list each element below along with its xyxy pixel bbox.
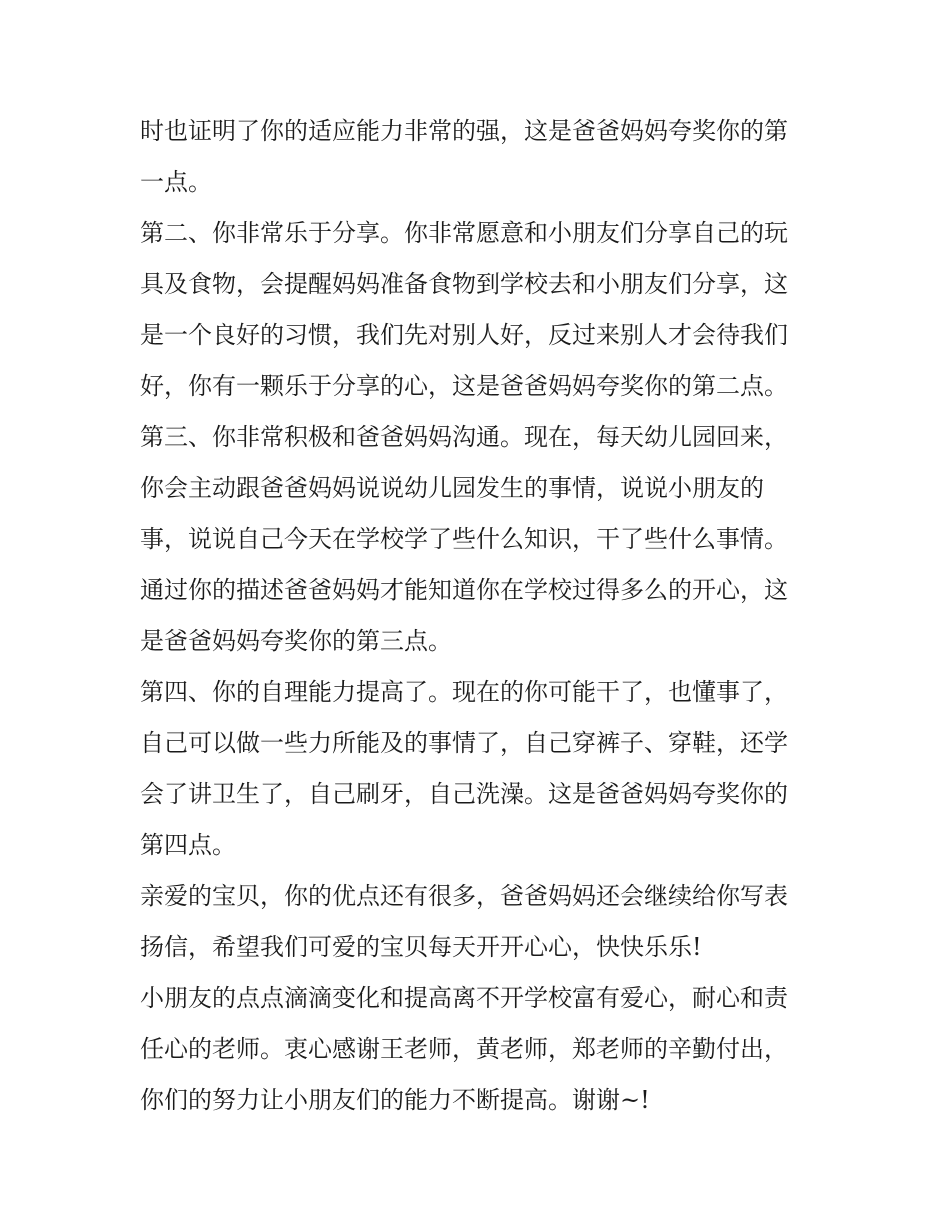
text-line: 任心的老师。衷心感谢王老师，黄老师，郑老师的辛勤付出， bbox=[140, 1035, 788, 1063]
text-line: 会了讲卫生了，自己刷牙，自己洗澡。这是爸爸妈妈夸奖你的 bbox=[140, 780, 788, 808]
text-line: 第四点。 bbox=[140, 831, 236, 859]
text-line: 扬信，希望我们可爱的宝贝每天开开心心，快快乐乐! bbox=[140, 933, 702, 961]
text-line: 第三、你非常积极和爸爸妈妈沟通。现在，每天幼儿园回来， bbox=[140, 423, 788, 451]
text-line: 一点。 bbox=[140, 168, 212, 196]
text-line: 是一个良好的习惯，我们先对别人好，反过来别人才会待我们 bbox=[140, 321, 788, 349]
text-line: 第二、你非常乐于分享。你非常愿意和小朋友们分享自己的玩 bbox=[140, 219, 788, 247]
text-line: 时也证明了你的适应能力非常的强，这是爸爸妈妈夸奖你的第 bbox=[140, 117, 788, 145]
text-line: 第四、你的自理能力提高了。现在的你可能干了，也懂事了， bbox=[140, 678, 788, 706]
text-line: 事，说说自己今天在学校学了些什么知识，干了些什么事情。 bbox=[140, 525, 788, 553]
text-line: 自己可以做一些力所能及的事情了，自己穿裤子、穿鞋，还学 bbox=[140, 729, 788, 757]
text-line: 你们的努力让小朋友们的能力不断提高。谢谢~! bbox=[140, 1086, 650, 1114]
text-line: 通过你的描述爸爸妈妈才能知道你在学校过得多么的开心，这 bbox=[140, 576, 788, 604]
text-line: 亲爱的宝贝，你的优点还有很多，爸爸妈妈还会继续给你写表 bbox=[140, 882, 788, 910]
letter-body bbox=[140, 106, 820, 1126]
text-line: 小朋友的点点滴滴变化和提高离不开学校富有爱心，耐心和责 bbox=[140, 984, 788, 1012]
text-line: 好，你有一颗乐于分享的心，这是爸爸妈妈夸奖你的第二点。 bbox=[140, 372, 788, 400]
text-line: 是爸爸妈妈夸奖你的第三点。 bbox=[140, 627, 452, 655]
text-line: 具及食物，会提醒妈妈准备食物到学校去和小朋友们分享，这 bbox=[140, 270, 788, 298]
text-line: 你会主动跟爸爸妈妈说说幼儿园发生的事情，说说小朋友的 bbox=[140, 474, 764, 502]
